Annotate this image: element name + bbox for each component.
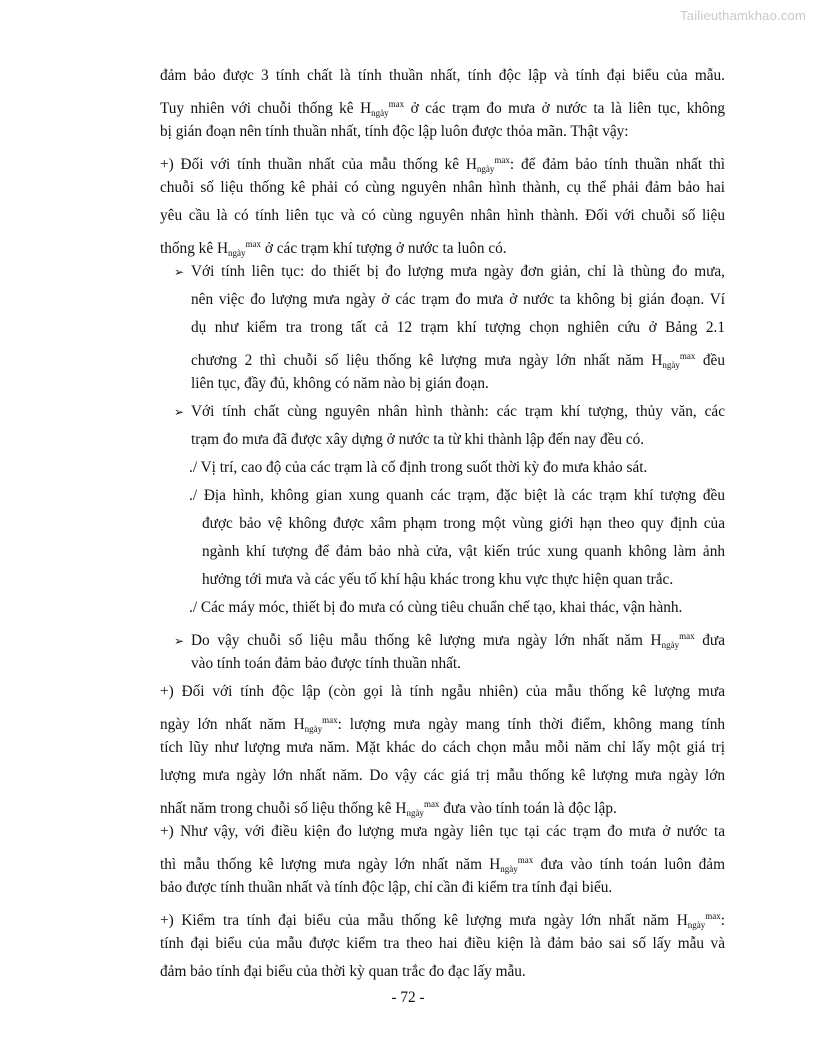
text-line: yêu cầu là có tính liên tục và có cùng nguyên nhân hình thành. Đối với chuỗi số liệu	[160, 207, 725, 224]
text-line: chuỗi số liệu thống kê phải có cùng nguyên nhân hình thành, cụ thể phải đảm bảo hai	[160, 179, 725, 196]
text-line: đảm bảo được 3 tính chất là tính thuần nhất, tính độc lập và tính đại biểu của mẫu.	[160, 67, 725, 84]
bullet-item: ➢ Với tính chất cùng nguyên nhân hình thành: các trạm khí tượng, thủy văn, các	[160, 398, 725, 426]
page-number: - 72 -	[391, 989, 425, 1006]
watermark: Tailieuthamkhao.com	[680, 8, 806, 23]
text-line: thì mẫu thống kê lượng mưa ngày lớn nhất năm $H_{ngày}^{max}$ đưa vào tính toán luôn đảm	[160, 855, 725, 874]
h-ngay-max-symbol: $H_{ngày}^{max}$	[216, 239, 261, 258]
text-line: ngày lớn nhất năm $H_{ngày}^{max}$: lượng mưa ngày mang tính thời điểm, không mang tính	[160, 715, 725, 734]
bullet-item: ➢ Do vậy chuỗi số liệu mẫu thống kê lượng mưa ngày lớn nhất năm $H_{ngày}^{max}$ đưa	[160, 622, 725, 650]
h-ngay-max-symbol: $H_{ngày}^{max}$	[651, 351, 696, 370]
bullet-item: ➢ Với tính liên tục: do thiết bị đo lượng mưa ngày đơn giản, chỉ là thùng đo mưa,	[160, 258, 725, 286]
arrow-bullet-icon: ➢	[174, 265, 185, 279]
text-line: +) Đối với tính thuần nhất của mẫu thống kê $H_{ngày}^{max}$: để đảm bảo tính thuần nhất thì	[160, 155, 726, 174]
h-ngay-max-symbol: $H_{ngày}^{max}$	[650, 631, 695, 650]
text-line: đảm bảo tính đại biểu của thời kỳ quan trắc đo đạc lấy mẫu.	[160, 963, 526, 980]
text-line: nhất năm trong chuỗi số liệu thống kê $H_{ngày}^{max}$ đưa vào tính toán là độc lập.	[160, 799, 617, 818]
text-line: lượng mưa ngày lớn nhất năm. Do vậy các giá trị mẫu thống kê lượng mưa ngày lớn	[160, 767, 725, 784]
h-ngay-max-symbol: $H_{ngày}^{max}$	[676, 911, 721, 930]
text-line: +) Như vậy, với điều kiện đo lượng mưa ngày liên tục tại các trạm đo mưa ở nước ta	[160, 823, 725, 840]
text-line: hưởng tới mưa và các yếu tố khí hậu khác trong khu vực thực hiện quan trắc.	[202, 571, 674, 588]
text-line: trạm đo mưa đã được xây dựng ở nước ta từ khi thành lập đến nay đều có.	[191, 431, 645, 448]
text-line: +) Kiểm tra tính đại biểu của mẫu thống kê lượng mưa ngày lớn nhất năm $H_{ngày}^{max}$:	[160, 911, 725, 930]
text-line: liên tục, đầy đủ, không có năm nào bị gián đoạn.	[191, 375, 489, 392]
text-line: ngành khí tượng để đảm bảo nhà cửa, vật kiến trúc xung quanh không làm ảnh	[202, 543, 725, 560]
text-line: tích lũy như lượng mưa năm. Mặt khác do cách chọn mẫu mỗi năm chỉ lấy một giá trị	[160, 739, 725, 756]
h-ngay-max-symbol: $H_{ngày}^{max}$	[395, 799, 440, 818]
h-ngay-max-symbol: $H_{ngày}^{max}$	[293, 715, 338, 734]
text-line: nên việc đo lượng mưa ngày ở các trạm đo mưa ở nước ta không bị gián đoạn. Ví	[191, 291, 725, 308]
arrow-bullet-icon: ➢	[174, 405, 185, 419]
sub-item: ./ Các máy móc, thiết bị đo mưa có cùng tiêu chuẩn chế tạo, khai thác, vận hành.	[189, 599, 683, 616]
text-line: bảo được tính thuần nhất và tính độc lập, chỉ cần đi kiểm tra tính đại biểu.	[160, 879, 613, 896]
text-line: được bảo vệ không được xâm phạm trong một vùng giới hạn theo quy định của	[202, 515, 725, 532]
h-ngay-max-symbol: $H_{ngày}^{max}$	[465, 155, 510, 174]
text-line: chương 2 thì chuỗi số liệu thống kê lượng mưa ngày lớn nhất năm $H_{ngày}^{max}$ đều	[191, 351, 725, 370]
text-line: Tuy nhiên với chuỗi thống kê $H_{ngày}^{max}$ ở các trạm đo mưa ở nước ta là liên tục, không	[160, 99, 725, 118]
text-line: tính đại biểu của mẫu được kiểm tra theo hai điều kiện là đảm bảo sai số lấy mẫu và	[160, 935, 725, 952]
sub-item: ./ Vị trí, cao độ của các trạm là cố định trong suốt thời kỳ đo mưa khảo sát.	[189, 459, 648, 476]
text-line: vào tính toán đảm bảo được tính thuần nhất.	[191, 655, 461, 672]
text-line: bị gián đoạn nên tính thuần nhất, tính độc lập luôn được thỏa mãn. Thật vậy:	[160, 123, 629, 140]
page-body	[160, 62, 725, 986]
text-line: +) Đối với tính độc lập (còn gọi là tính ngẫu nhiên) của mẫu thống kê lượng mưa	[160, 683, 725, 700]
text-line: thống kê $H_{ngày}^{max}$ ở các trạm khí tượng ở nước ta luôn có.	[160, 239, 507, 258]
text-line: dụ như kiểm tra trong tất cả 12 trạm khí tượng chọn nghiên cứu ở Bảng 2.1	[191, 319, 725, 336]
sub-item: ./ Địa hình, không gian xung quanh các trạm, đặc biệt là các trạm khí tượng đều	[189, 487, 725, 504]
arrow-bullet-icon: ➢	[174, 634, 185, 648]
h-ngay-max-symbol: $H_{ngày}^{max}$	[360, 99, 405, 118]
h-ngay-max-symbol: $H_{ngày}^{max}$	[489, 855, 534, 874]
